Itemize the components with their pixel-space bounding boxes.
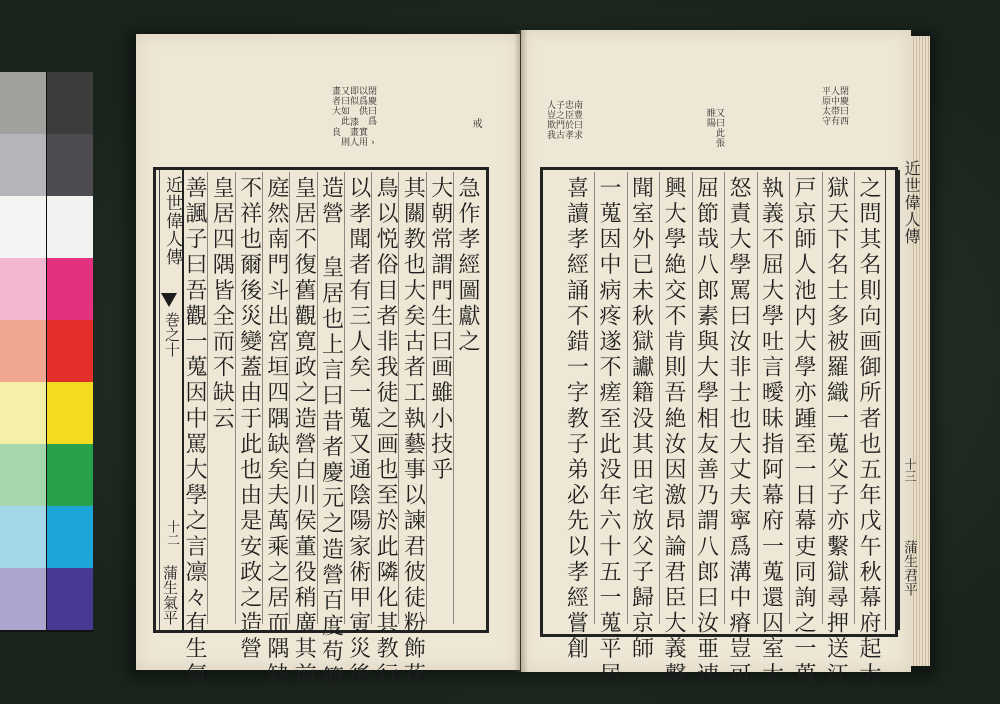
right-column-8: 聞室外已未秋獄讞籍没其田宅放父子歸京師: [628, 176, 654, 663]
swatch-left-8: [0, 568, 46, 630]
right-column-4: 執義不屈大學吐言曖昧指阿幕府一蒐還囚室大: [758, 176, 784, 688]
left-column-rule: [344, 172, 345, 624]
right-margin-title: 近世偉人傳: [902, 160, 921, 245]
right-column-rule: [724, 172, 725, 624]
right-column-rule: [692, 172, 693, 624]
left-column-11: 善諷子曰吾觀一蒐因中罵大學之言凛々有生氣: [182, 176, 207, 688]
right-headnote-a: 閉慶曰西 人中帯有 平原太守: [820, 86, 848, 126]
left-headnote-a: 戒: [470, 118, 481, 129]
left-column-rule: [262, 172, 263, 624]
right-column-5: 怒責大學罵曰汝非士也大丈夫寧爲溝中瘠豈可: [726, 176, 751, 688]
left-column-rule: [426, 172, 427, 624]
left-column-rule: [371, 172, 372, 624]
right-column-rule: [822, 172, 823, 624]
left-column-rule: [317, 172, 318, 624]
right-headnote-c: 南豊曰求 忠臣於孝 子之門古 人豈欺我: [545, 100, 582, 140]
color-calibration-strip: [0, 72, 93, 632]
swatch-left-5: [0, 382, 46, 444]
swatch-right-1: [47, 134, 93, 196]
swatch-left-3: [0, 258, 46, 320]
right-headnote-b: 又曰此張 睢陽: [705, 108, 724, 148]
left-column-rule: [207, 172, 208, 624]
left-column-7: 皇居不復舊觀寛政之造營白川侯董役稍廣其前: [291, 176, 317, 688]
swatch-right-7: [47, 506, 93, 568]
left-column-3: 其關教也大矣古者工執藝事以諫君彼徒粉飾花: [400, 176, 426, 688]
left-column-5: 以孝聞者有三人矣一蒐又通陰陽家術甲寅災後: [345, 176, 371, 688]
left-column-9: 不祥也爾後災變蓋由于此也由是安政之造營: [236, 176, 262, 663]
swatch-left-2: [0, 196, 46, 258]
left-column-rule: [453, 172, 454, 624]
left-margin-page: 十二: [164, 520, 179, 546]
left-margin-volume: 巻之十: [163, 312, 181, 357]
left-column-4: 鳥以悦俗目者非我徒之画也至於此隣化其教行: [373, 176, 399, 688]
right-column-rule: [594, 172, 595, 624]
right-column-rule: [627, 172, 628, 624]
right-column-2: 獄天下名士多被羅織一蒐父子亦繫獄尋押送江: [823, 176, 849, 688]
swatch-left-7: [0, 506, 46, 568]
left-column-rule: [398, 172, 399, 624]
swatch-right-6: [47, 444, 93, 506]
right-column-rule: [757, 172, 758, 624]
swatch-left-6: [0, 444, 46, 506]
right-column-7: 興大學絶交不肯則吾絶汝因激昂論君臣大義聲: [661, 176, 686, 688]
right-column-3: 戸京師人池内大學亦踵至一日幕吏同詢之一蒐: [791, 176, 816, 688]
swatch-left-1: [0, 134, 46, 196]
left-column-1: 急作孝經圖獻之: [455, 176, 480, 356]
right-column-rule: [854, 172, 855, 624]
swatch-right-2: [47, 196, 93, 258]
right-margin-name: 蒲生君平: [902, 540, 918, 596]
right-column-rule: [659, 172, 660, 624]
swatch-right-3: [47, 258, 93, 320]
right-column-rule: [789, 172, 790, 624]
left-column-rule: [235, 172, 236, 624]
swatch-right-4: [47, 320, 93, 382]
right-column-1: 之問其名則向画御所者也五年戊午秋幕府起大: [856, 176, 881, 688]
swatch-right-0: [47, 72, 93, 134]
right-margin-page: 十三: [903, 458, 917, 482]
left-column-2: 大朝常謂門生曰画雖小技乎: [427, 176, 453, 484]
swatch-left-0: [0, 72, 46, 134]
right-column-9: 一蒐因中病疼遂不瘥至此没年六十五一蒐平居: [596, 176, 621, 688]
right-frame-inner-rule: [885, 170, 886, 630]
swatch-left-4: [0, 320, 46, 382]
book-gutter: [514, 30, 528, 672]
left-headnote-b: 閉慶曰爲 ゝ以爲供 實用即似 漆畫人 又曰如此 則畫者大 良: [330, 86, 376, 147]
left-column-6: 造營 皇居也上言曰昔者慶元之造營百度苟簡: [318, 176, 344, 691]
swatch-right-8: [47, 568, 93, 630]
right-column-10: 喜讀孝經誦不錯一字教子弟必先以孝經嘗創: [563, 176, 589, 663]
swatch-right-5: [47, 382, 93, 444]
left-column-10: 皇居四隅皆全而不缺云: [209, 176, 235, 432]
left-column-8: 庭然南門斗出宮垣四隅缺矣夫萬乘之居而隅缺: [263, 176, 289, 688]
left-margin-title: 近世偉人傳: [162, 176, 182, 266]
right-column-6: 屈節哉八郎素與大學相友善乃謂八郎曰汝亜速: [693, 176, 719, 688]
left-margin-name: 蒲生氣平: [161, 565, 179, 625]
left-column-rule: [289, 172, 290, 624]
